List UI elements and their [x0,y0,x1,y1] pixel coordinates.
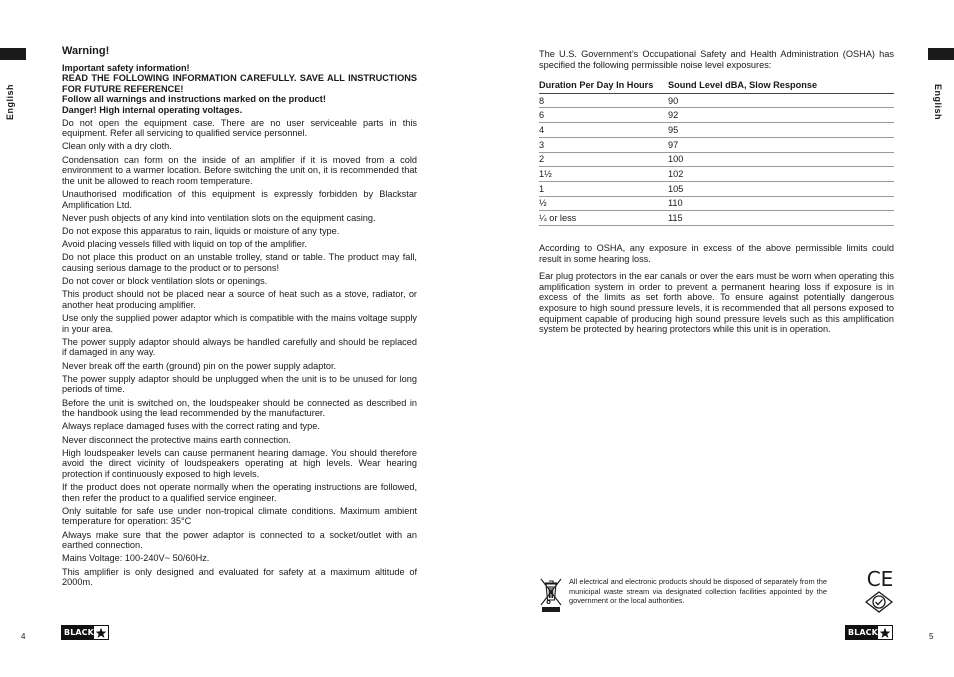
rcm-compliance-mark-icon [864,591,894,613]
table-row [539,181,894,196]
sound-level-cell: 90 [668,93,894,108]
duration-cell: 2 [539,152,668,167]
page-number: 4 [21,632,26,641]
sound-level-cell: 95 [668,123,894,138]
safety-paragraph: If the product does not operate normally when the operating instructions are followed, then refer the product to a qualified service engineer. [62,482,417,503]
safety-paragraph: Clean only with a dry cloth. [62,141,172,152]
duration-cell: ½ [539,196,668,211]
safety-paragraph: Never push objects of any kind into ventilation slots on the equipment casing. [62,212,376,223]
safety-paragraph: Avoid placing vessels filled with liquid on top of the amplifier. [62,239,307,250]
language-tab-right [928,48,954,138]
crossed-out-wheelie-bin-icon [539,576,563,614]
bold-line: Follow all warnings and instructions marked on the product! [62,94,326,105]
osha-notes [539,243,894,335]
star-icon [878,626,892,639]
safety-paragraph: Before the unit is switched on, the loudspeaker should be connected as described in the handbook using the lead recommended by the manufacturer. [62,397,417,419]
sound-level-cell: 100 [668,152,894,167]
safety-paragraph: Never break off the earth (ground) pin on the power supply adaptor. [62,360,337,371]
osha-intro: The U.S. Government’s Occupational Safety and Health Administration (OSHA) has specified the following permissible noise level exposures: [539,49,894,70]
safety-paragraph: This product should not be placed near a source of heat such as a stove, radiator, or another heat producing amplifier. [62,289,417,310]
safety-paragraph: Do not place this product on an unstable trolley, stand or table. The product may fall, causing serious damage to the product or to persons! [62,252,417,273]
safety-paragraph: Always replace damaged fuses with the correct rating and type. [62,421,320,432]
duration-cell: 8 [539,93,668,108]
osha-paragraph: Ear plug protectors in the ear canals or over the ears must be worn when operating this amplification system in order to prevent a permanent hearing loss if exposure is in excess of the limits as set forth above. To ensure against potentially dangerous exposure to high sound pressure levels, it is recommended that all persons exposed to equipment capable of producing high sound pressure levels such as this amplification system be protected by hearing protectors while this unit is in operation. [539,271,894,335]
safety-paragraph: Condensation can form on the inside of an amplifier if it is moved from a cold environment to a warmer location. Before switching the unit on, it is recommended that the unit be allowed to reach room temperature. [62,154,417,186]
duration-cell: 3 [539,137,668,152]
blackstar-logo [845,625,893,640]
duration-cell: 1 [539,181,668,196]
duration-cell: 4 [539,123,668,138]
safety-paragraph: Unauthorised modification of this equipment is expressly forbidden by Blackstar Amplification Ltd. [62,188,417,210]
page-number: 5 [929,632,934,641]
table-row [539,137,894,152]
table-row [539,123,894,138]
osha-paragraph: According to OSHA, any exposure in excess of the above permissible limits could result in some hearing loss. [539,242,894,264]
safety-paragraphs [62,118,417,588]
safety-bold-block [62,63,417,116]
sound-level-cell: 115 [668,211,894,226]
safety-paragraph: Do not open the equipment case. There are no user serviceable parts in this equipment. Refer all servicing to qualified service personnel. [62,117,417,139]
duration-cell: ¼ or less [539,211,668,226]
safety-paragraph: Use only the supplied power adaptor which is compatible with the mains voltage supply in your area. [62,313,417,334]
safety-paragraph: Do not expose this apparatus to rain, liquids or moisture of any type. [62,225,340,236]
star-icon [94,626,108,639]
sound-level-cell: 92 [668,108,894,123]
sound-level-cell: 97 [668,137,894,152]
safety-paragraph: Do not cover or block ventilation slots or openings. [62,276,268,287]
safety-paragraph: The power supply adaptor should be unplugged when the unit is to be unused for long periods of time. [62,373,417,395]
safety-paragraph: Only suitable for safe use under non-tropical climate conditions. Maximum ambient temperature for operation: 35°C [62,505,417,527]
duration-cell: 1½ [539,167,668,182]
weee-disposal-text: All electrical and electronic products should be disposed of separately from the municipal waste stream via designated collection facilities appointed by the government or the local authorities. [569,577,827,606]
safety-paragraph: This amplifier is only designed and evaluated for safety at a maximum altitude of 2000m. [62,566,417,588]
language-tab-left [0,48,26,138]
table-row [539,152,894,167]
table-row [539,196,894,211]
column-header-duration: Duration Per Day In Hours [539,77,668,93]
table-row [539,211,894,226]
table-row [539,93,894,108]
left-page-content [62,46,417,590]
blackstar-logo [61,625,109,640]
safety-paragraph: High loudspeaker levels can cause permanent hearing damage. You should therefore avoid the direct vicinity of loudspeakers operating at high levels. Wear hearing protection if continuously exposed to high levels. [62,447,417,479]
table-row [539,167,894,182]
warning-heading: Warning! [62,45,110,57]
safety-paragraph: The power supply adaptor should always be handled carefully and should be replaced if damaged in any way. [62,336,417,358]
safety-paragraph: Never disconnect the protective mains earth connection. [62,434,291,445]
language-tab-label: English [933,84,943,121]
ce-mark-icon [866,567,894,589]
ce-mark-text: CE [866,567,894,589]
column-header-sound-level: Sound Level dBA, Slow Response [668,77,894,93]
sound-level-cell: 102 [668,167,894,182]
bold-line: READ THE FOLLOWING INFORMATION CAREFULLY. SAVE ALL INSTRUCTIONS FOR FUTURE REFERENCE! [62,73,417,94]
noise-exposure-table [539,77,894,226]
language-tab-label: English [5,84,15,121]
safety-paragraph: Mains Voltage: 100-240V~ 50/60Hz. [62,553,210,564]
sound-level-cell: 110 [668,196,894,211]
weee-notice [539,576,829,614]
safety-paragraph: Always make sure that the power adaptor is connected to a socket/outlet with an earthed connection. [62,529,417,551]
right-page-content [539,49,894,337]
duration-cell: 6 [539,108,668,123]
table-header-row [539,77,894,93]
logo-text: BLACK [848,628,878,637]
bold-line: Danger! High internal operating voltages. [62,104,243,115]
logo-text: BLACK [64,628,94,637]
sound-level-cell: 105 [668,181,894,196]
bold-line: Important safety information! [62,62,190,73]
table-row [539,108,894,123]
